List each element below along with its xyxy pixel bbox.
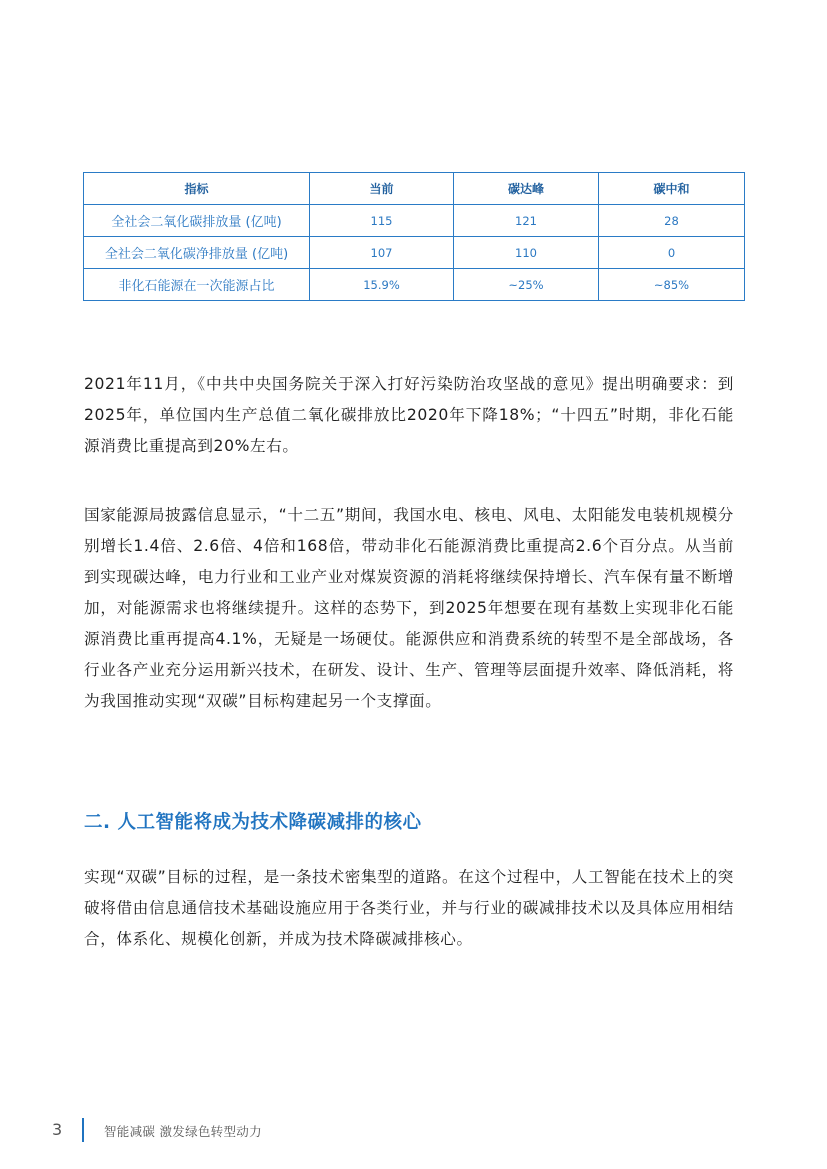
table-row bbox=[84, 205, 745, 237]
table-cell-value: 107 bbox=[310, 237, 454, 269]
footer-divider bbox=[82, 1118, 84, 1142]
footer-title: 智能减碳 激发绿色转型动力 bbox=[104, 1124, 262, 1139]
table-cell-indicator: 全社会二氧化碳排放量 (亿吨) bbox=[84, 205, 310, 237]
page-number: 3 bbox=[52, 1120, 63, 1139]
emissions-table bbox=[83, 172, 745, 301]
table-cell-value: 0 bbox=[599, 237, 745, 269]
table-cell-value: 115 bbox=[310, 205, 454, 237]
table-header-cell: 碳中和 bbox=[599, 173, 745, 205]
table-row bbox=[84, 237, 745, 269]
table-cell-value: 110 bbox=[454, 237, 599, 269]
paragraph-energy-bureau: 国家能源局披露信息显示，“十二五”期间，我国水电、核电、风电、太阳能发电装机规模分别增长1.4倍、2.6倍、4倍和168倍，带动非化石能源消费比重提高2.6个百分点。从当前到实现碳达峰，电力行业和工业产业对煤炭资源的消耗将继续保持增长、汽车保有量不断增加，对能源需求也将继续提升。这样的态势下，到2025年想要在现有基数上实现非化石能源消费比重再提高4.1%，无疑是一场硬仗。能源供应和消费系统的转型不是全部战场，各行业各产业充分运用新兴技术，在研发、设计、生产、管理等层面提升效率、降低消耗，将为我国推动实现“双碳”目标构建起另一个支撑面。 bbox=[84, 506, 734, 710]
table-header-cell: 当前 bbox=[310, 173, 454, 205]
table-cell-indicator: 全社会二氧化碳净排放量 (亿吨) bbox=[84, 237, 310, 269]
paragraph-ai-core: 实现“双碳”目标的过程，是一条技术密集型的道路。在这个过程中，人工智能在技术上的突破将借由信息通信技术基础设施应用于各类行业，并与行业的碳减排技术以及具体应用相结合，体系化、规模化创新，并成为技术降碳减排核心。 bbox=[84, 868, 734, 948]
table-header-cell: 指标 bbox=[84, 173, 310, 205]
table-row bbox=[84, 269, 745, 301]
table-header-cell: 碳达峰 bbox=[454, 173, 599, 205]
table-header-row bbox=[84, 173, 745, 205]
table-cell-value: ~25% bbox=[454, 269, 599, 301]
table-cell-value: 28 bbox=[599, 205, 745, 237]
table-cell-indicator: 非化石能源在一次能源占比 bbox=[84, 269, 310, 301]
section-heading: 二. 人工智能将成为技术降碳减排的核心 bbox=[84, 812, 422, 833]
table-cell-value: 15.9% bbox=[310, 269, 454, 301]
paragraph-policy-2021: 2021年11月，《中共中央国务院关于深入打好污染防治攻坚战的意见》提出明确要求：到2025年，单位国内生产总值二氧化碳排放比2020年下降18%；“十四五”时期，非化石能源消费比重提高到20%左右。 bbox=[84, 375, 734, 455]
table-cell-value: ~85% bbox=[599, 269, 745, 301]
table-cell-value: 121 bbox=[454, 205, 599, 237]
page-footer bbox=[52, 1118, 452, 1142]
